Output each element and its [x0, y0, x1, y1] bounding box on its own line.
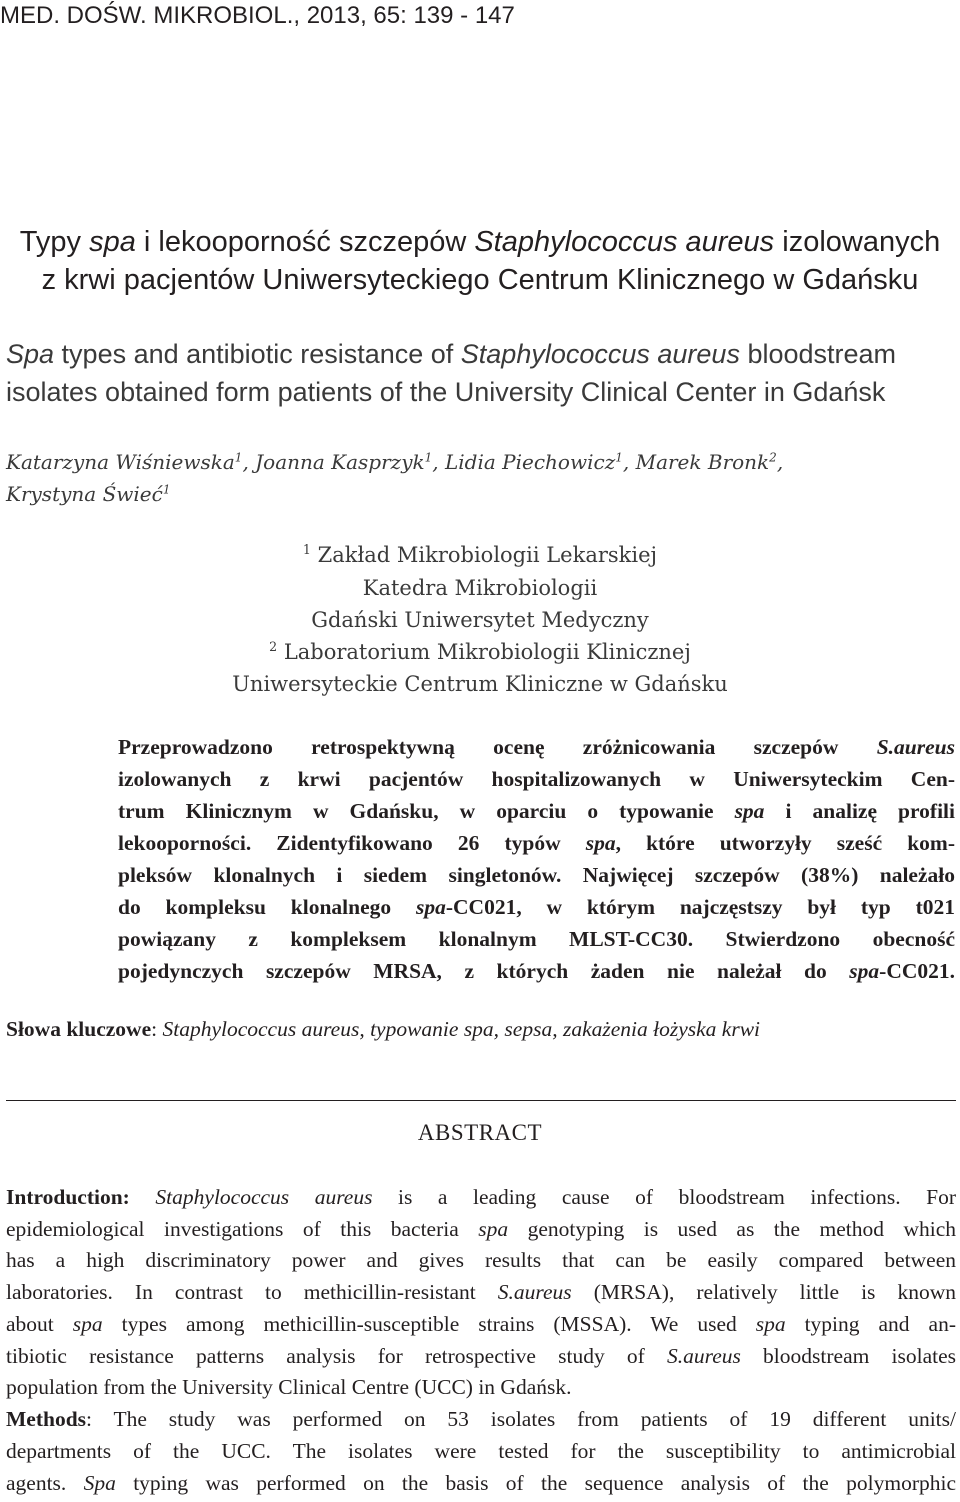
author-name: Joanna Kasprzyk — [255, 450, 425, 474]
title-english-line-1: Spa types and antibiotic resistance of Staphylococcus aureus bloodstream — [6, 339, 897, 369]
abstract-polish-line: izolowanych z krwi pacjentów hospitalizowanych w Uniwersyteckim Cen- — [118, 767, 955, 791]
author-name: Krystyna Świeć — [6, 482, 163, 506]
affiliation-line: Uniwersyteckie Centrum Kliniczne w Gdańsku — [232, 672, 728, 696]
abstract-english-line: laboratories. In contrast to methicillin-resistant S.aureus (MRSA), relatively little is known — [6, 1280, 956, 1304]
abstract-polish-line: trum Klinicznym w Gdańsku, w oparciu o typowanie spa i analizę profili — [118, 799, 955, 823]
abstract-english-line: agents. Spa typing was performed on the basis of the sequence analysis of the polymorphic — [6, 1471, 956, 1495]
journal-header: MED. DOŚW. MIKROBIOL., 2013, 65: 139 - 147 — [0, 2, 515, 29]
title-polish-line-2: z krwi pacjentów Uniwersyteckiego Centrum Klinicznego w Gdańsku — [41, 264, 919, 296]
title-polish-line-1: Typy spa i lekooporność szczepów Staphylococcus aureus izolowanych — [19, 226, 941, 258]
keywords-label: Słowa kluczowe — [6, 1017, 152, 1041]
abstract-heading: ABSTRACT — [417, 1120, 543, 1145]
affiliation-line: Gdański Uniwersytet Medyczny — [311, 608, 649, 632]
abstract-polish-line: pleksów klonalnych i siedem singletonów. Najwięcej szczepów (38%) należało — [118, 863, 955, 887]
abstract-english-line: departments of the UCC. The isolates were tested for the susceptibility to antimicrobial — [6, 1439, 956, 1463]
abstract-english-line: tibiotic resistance patterns analysis for retrospective study of S.aureus bloodstream isolates — [6, 1344, 956, 1368]
abstract-english-line: epidemiological investigations of this bacteria spa genotyping is used as the method which — [6, 1217, 956, 1241]
section-divider — [6, 1100, 956, 1101]
abstract-polish-line: Przeprowadzono retrospektywną ocenę zróżnicowania szczepów S.aureus — [118, 735, 955, 759]
authors-line-1: Katarzyna Wiśniewska$^1$, Joanna Kasprzyk$^1$, Lidia Piechowicz$^1$, Marek Bronk$^2$, — [6, 450, 784, 474]
abstract-english-line: population from the University Clinical Centre (UCC) in Gdańsk. — [6, 1375, 572, 1399]
title-english-line-2: isolates obtained form patients of the University Clinical Center in Gdańsk — [6, 377, 886, 407]
abstract-polish-line: do kompleksu klonalnego spa-CC021, w którym najczęstszy był typ t021 — [118, 895, 955, 919]
author-name: Lidia Piechowicz — [445, 450, 616, 474]
keywords: Słowa kluczowe: Staphylococcus aureus, typowanie spa, sepsa, zakażenia łożyska krwi — [6, 1017, 761, 1041]
abstract-polish-line: powiązany z kompleksem klonalnym MLST-CC30. Stwierdzono obecność — [118, 927, 955, 951]
abstract-polish — [118, 731, 955, 987]
abstract-english-line: Introduction: Staphylococcus aureus is a leading cause of bloodstream infections. For — [6, 1185, 957, 1209]
affiliation-line: Katedra Mikrobiologii — [362, 576, 598, 600]
author-name: Marek Bronk — [635, 450, 770, 474]
affiliation-line: $^1$ Zakład Mikrobiologii Lekarskiej — [302, 542, 658, 567]
abstract-polish-line: pojedynczych szczepów MRSA, z których żaden nie należał do spa-CC021. — [118, 959, 955, 983]
abstract-english-line: Methods: The study was performed on 53 isolates from patients of 19 different units/ — [6, 1407, 956, 1431]
abstract-polish-line: lekooporności. Zidentyfikowano 26 typów spa, które utworzyły sześć kom- — [118, 831, 955, 855]
keywords-text: Staphylococcus aureus, typowanie spa, sepsa, zakażenia łożyska krwi — [162, 1017, 761, 1041]
authors-line-2: Krystyna Świeć$^1$ — [6, 482, 171, 506]
abstract-english-line: about spa types among methicillin-susceptible strains (MSSA). We used spa typing and an- — [6, 1312, 956, 1336]
affiliation-line: $^2$ Laboratorium Mikrobiologii Klinicznej — [269, 639, 691, 664]
abstract-english-line: has a high discriminatory power and gives results that can be easily compared between — [6, 1248, 956, 1272]
author-name: Katarzyna Wiśniewska — [6, 450, 235, 474]
